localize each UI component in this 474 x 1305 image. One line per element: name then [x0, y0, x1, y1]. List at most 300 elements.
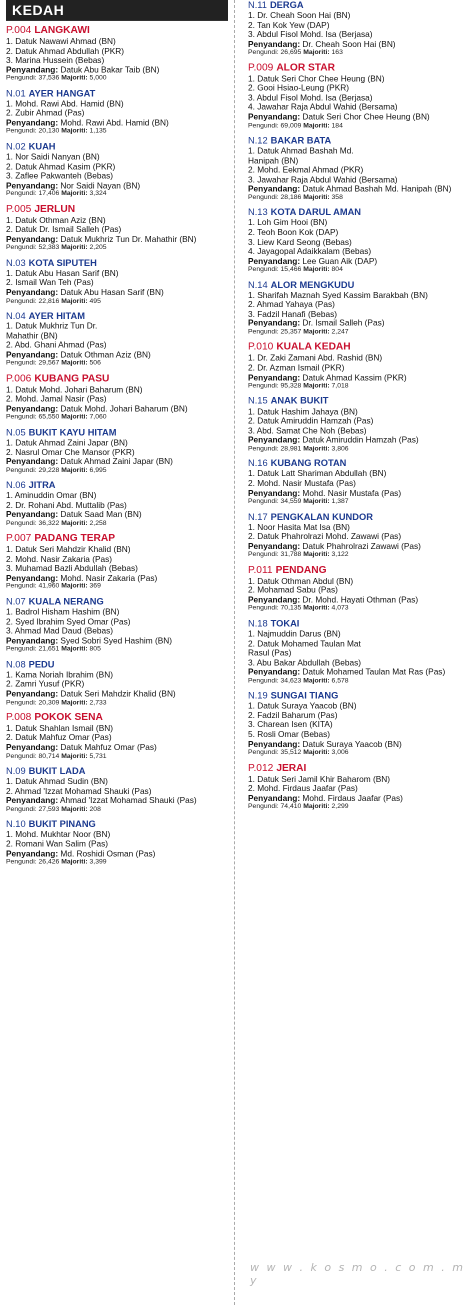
incumbent-label: Penyandang:	[6, 456, 59, 467]
majority-value: 163	[331, 49, 343, 57]
seat-name: AYER HITAM	[28, 310, 85, 321]
candidate-line: 1. Datuk Seri Chor Chee Heung (BN)	[248, 73, 385, 84]
candidate-list	[248, 523, 468, 542]
voters-label: Pengundi:	[6, 752, 37, 760]
candidate-list	[6, 37, 228, 66]
candidate-list	[6, 777, 228, 796]
voter-stats	[248, 677, 468, 685]
majority-label: Majoriti:	[303, 122, 330, 130]
majority-value: 805	[89, 645, 101, 653]
candidate-line: 2. Datuk Amiruddin Hamzah (Pas)	[248, 415, 374, 426]
voters-value: 65,550	[38, 413, 60, 421]
incumbent-label: Penyandang:	[6, 286, 59, 297]
voters-value: 31,788	[280, 551, 302, 559]
candidate-list	[6, 438, 228, 457]
majority-value: 1,135	[89, 127, 107, 135]
majority-value: 495	[89, 297, 101, 305]
candidate-list	[248, 407, 468, 436]
constituency-entry	[6, 258, 228, 306]
voters-value: 29,228	[38, 466, 60, 474]
constituency-entry	[6, 427, 228, 475]
candidate-line: 1. Datuk Seri Jamil Khir Baharom (BN)	[248, 773, 391, 784]
incumbent-line	[6, 743, 228, 753]
incumbent-name: Datuk Abu Bakar Taib (BN)	[60, 64, 160, 75]
incumbent-line	[6, 181, 228, 191]
voters-label: Pengundi:	[248, 551, 279, 559]
voter-stats	[6, 244, 228, 252]
candidate-line: 1. Datuk Nawawi Ahmad (BN)	[6, 35, 116, 46]
seat-name: PADANG TERAP	[34, 533, 116, 545]
candidate-line: 2. Nasrul Omar Che Mansor (PKR)	[6, 446, 135, 457]
voter-stats	[6, 859, 228, 867]
majority-value: 5,731	[89, 752, 107, 760]
seat-code: N.19	[248, 690, 268, 701]
voter-stats	[248, 49, 468, 57]
majority-value: 6,578	[331, 677, 349, 685]
voters-value: 70,135	[280, 605, 302, 613]
constituency-entry	[6, 533, 228, 591]
candidate-line: 3. Muhamad Bazli Abdullah (Bebas)	[6, 563, 138, 574]
constituency-entry	[6, 597, 228, 655]
candidate-line: 2. Romani Wan Salim (Pas)	[6, 838, 109, 849]
seat-code: N.14	[248, 279, 268, 290]
voters-label: Pengundi:	[248, 266, 279, 274]
voters-value: 80,714	[38, 752, 60, 760]
candidate-line: 1. Datuk Mukhriz Tun Dr.	[6, 320, 98, 331]
voters-label: Pengundi:	[248, 122, 279, 130]
candidate-list	[6, 99, 228, 118]
incumbent-name: Md. Roshidi Osman (Pas)	[60, 848, 156, 859]
seat-name: SUNGAI TIANG	[270, 690, 339, 701]
candidate-line: 2. Syed Ibrahim Syed Omar (Pas)	[6, 616, 131, 627]
voter-stats	[6, 414, 228, 422]
incumbent-label: Penyandang:	[248, 111, 301, 122]
candidate-line: 3. Zaflee Pakwanteh (Bebas)	[6, 170, 113, 181]
voter-stats	[6, 467, 228, 475]
constituency-entry	[6, 659, 228, 707]
candidate-list	[248, 291, 468, 320]
candidate-list	[248, 11, 468, 40]
seat-code: N.02	[6, 141, 26, 152]
candidate-line: 2. Dr. Azman Ismail (PKR)	[248, 362, 345, 373]
candidate-line: 1. Aminuddin Omar (BN)	[6, 490, 97, 501]
candidate-line: 2. Datuk Mohamed Taulan Mat	[248, 638, 361, 649]
incumbent-label: Penyandang:	[6, 117, 59, 128]
incumbent-line	[6, 404, 228, 414]
candidate-line: 1. Najmuddin Darus (BN)	[248, 628, 341, 639]
candidate-line: 1. Badrol Hisham Hashim (BN)	[6, 606, 120, 617]
seat-code: N.13	[248, 207, 268, 218]
column-divider	[234, 0, 235, 1305]
candidate-line: 1. Datuk Ahmad Sudin (BN)	[6, 776, 108, 787]
candidate-line: 2. Abd. Ghani Ahmad (Pas)	[6, 339, 107, 350]
voter-stats	[6, 753, 228, 761]
incumbent-name: Syed Sobri Syed Hashim (BN)	[60, 635, 173, 646]
candidate-line: 1. Mohd. Mukhtar Noor (BN)	[6, 829, 111, 840]
right-entries	[248, 0, 468, 811]
voters-value: 37,536	[38, 74, 60, 82]
voters-value: 29,567	[38, 359, 60, 367]
seat-name: PENDANG	[275, 564, 327, 576]
constituency-entry	[248, 512, 468, 560]
incumbent-line	[6, 288, 228, 298]
incumbent-label: Penyandang:	[6, 233, 59, 244]
seat-code: N.03	[6, 257, 26, 268]
voters-value: 74,410	[280, 803, 302, 811]
candidate-list	[248, 219, 468, 257]
majority-value: 4,073	[331, 605, 349, 613]
voters-label: Pengundi:	[6, 413, 37, 421]
candidate-list	[6, 491, 228, 510]
incumbent-name: Datuk Mukhriz Tun Dr. Mahathir (BN)	[60, 233, 197, 244]
majority-label: Majoriti:	[303, 49, 330, 57]
incumbent-line	[6, 65, 228, 75]
candidate-list	[248, 577, 468, 596]
voters-label: Pengundi:	[6, 74, 37, 82]
candidate-line: 2. Zamri Yusuf (PKR)	[6, 678, 85, 689]
candidate-list	[248, 702, 468, 740]
majority-label: Majoriti:	[303, 551, 330, 559]
incumbent-line	[6, 574, 228, 584]
majority-value: 369	[89, 583, 101, 591]
candidate-list	[248, 630, 468, 668]
seat-name: ALOR MENGKUDU	[270, 279, 355, 290]
candidate-line: 1. Datuk Hashim Jahaya (BN)	[248, 406, 358, 417]
incumbent-name: Lee Guan Aik (DAP)	[302, 255, 378, 266]
majority-label: Majoriti:	[303, 445, 330, 453]
incumbent-line	[248, 436, 468, 446]
incumbent-name: Datuk Mohamed Taulan Mat Ras (Pas)	[302, 666, 446, 677]
candidate-list	[248, 75, 468, 113]
incumbent-label: Penyandang:	[248, 487, 301, 498]
seat-name: KOTA SIPUTEH	[28, 257, 97, 268]
candidate-line: Rasul (Pas)	[248, 647, 292, 658]
constituency-entry	[248, 280, 468, 338]
seat-code: P.008	[6, 712, 32, 724]
candidate-line: 2. Ahmad Yahaya (Pas)	[248, 299, 335, 310]
incumbent-name: Mohd. Rawi Abd. Hamid (BN)	[60, 117, 169, 128]
incumbent-name: Datuk Amiruddin Hamzah (Pas)	[302, 434, 419, 445]
seat-name: AYER HANGAT	[28, 88, 96, 99]
constituency-entry	[6, 766, 228, 814]
incumbent-name: Datuk Othman Aziz (BN)	[60, 349, 151, 360]
incumbent-name: Datuk Mahfuz Omar (Pas)	[60, 742, 157, 753]
candidate-line: 3. Fadzil Hanafi (Bebas)	[248, 308, 338, 319]
incumbent-line	[248, 596, 468, 606]
majority-label: Majoriti:	[61, 752, 88, 760]
incumbent-line	[248, 542, 468, 552]
constituency-entry	[6, 480, 228, 528]
voters-value: 20,130	[38, 127, 60, 135]
voters-label: Pengundi:	[6, 583, 37, 591]
candidate-list	[6, 724, 228, 743]
constituency-entry	[6, 141, 228, 199]
incumbent-name: Datuk Suraya Yaacob (BN)	[302, 738, 402, 749]
majority-label: Majoriti:	[303, 328, 330, 336]
candidate-line: 1. Kama Noriah Ibrahim (BN)	[6, 669, 113, 680]
voter-stats	[248, 194, 468, 202]
seat-heading	[248, 396, 468, 407]
constituency-entry	[6, 25, 228, 83]
candidate-line: 1. Datuk Ahmad Bashah Md.	[248, 145, 354, 156]
candidate-list	[6, 385, 228, 404]
majority-value: 506	[89, 359, 101, 367]
voters-label: Pengundi:	[6, 466, 37, 474]
majority-label: Majoriti:	[61, 583, 88, 591]
candidate-line: 1. Dr. Zaki Zamani Abd. Rashid (BN)	[248, 353, 383, 364]
majority-label: Majoriti:	[303, 677, 330, 685]
voters-label: Pengundi:	[248, 445, 279, 453]
candidate-line: 4. Jawahar Raja Abdul Wahid (Bersama)	[248, 102, 398, 113]
constituency-entry	[248, 207, 468, 274]
seat-name: KUAH	[28, 141, 56, 152]
seat-heading	[6, 373, 228, 385]
seat-code: N.06	[6, 480, 26, 491]
candidate-list	[6, 608, 228, 637]
incumbent-label: Penyandang:	[248, 318, 301, 329]
incumbent-name: Mohd. Firdaus Jaafar (Pas)	[302, 792, 403, 803]
incumbent-label: Penyandang:	[248, 434, 301, 445]
voters-label: Pengundi:	[248, 749, 279, 757]
voters-value: 26,426	[38, 858, 60, 866]
incumbent-label: Penyandang:	[6, 688, 59, 699]
voter-stats	[6, 520, 228, 528]
candidate-list	[6, 322, 228, 351]
seat-code: N.07	[6, 596, 26, 607]
voter-stats	[248, 122, 468, 130]
voters-label: Pengundi:	[248, 49, 279, 57]
majority-label: Majoriti:	[61, 190, 88, 198]
voters-value: 52,383	[38, 244, 60, 252]
incumbent-line	[6, 118, 228, 128]
majority-value: 208	[89, 805, 101, 813]
voter-stats	[248, 803, 468, 811]
seat-code: P.012	[248, 762, 274, 774]
voter-stats	[248, 445, 468, 453]
seat-name: JERAI	[276, 762, 307, 774]
voters-label: Pengundi:	[6, 645, 37, 653]
candidate-list	[6, 269, 228, 288]
voters-value: 36,322	[38, 519, 60, 527]
incumbent-name: Datuk Ahmad Bashah Md. Hanipah (BN)	[302, 183, 452, 194]
majority-value: 7,060	[89, 413, 107, 421]
candidate-line: 2. Mohd. Nasir Zakaria (Pas)	[6, 553, 113, 564]
candidate-line: 2. Fadzil Baharum (Pas)	[248, 710, 338, 721]
candidate-line: Hanipah (BN)	[248, 155, 299, 166]
incumbent-line	[6, 457, 228, 467]
candidate-line: 2. Mohd. Jamal Nasir (Pas)	[6, 393, 107, 404]
incumbent-name: Datuk Mohd. Johari Baharum (BN)	[60, 403, 188, 414]
incumbent-label: Penyandang:	[6, 795, 59, 806]
majority-label: Majoriti:	[61, 359, 88, 367]
voters-label: Pengundi:	[6, 297, 37, 305]
candidate-line: 1. Datuk Suraya Yaacob (BN)	[248, 700, 357, 711]
candidate-line: 1. Noor Hasita Mat Isa (BN)	[248, 521, 350, 532]
seat-code: P.007	[6, 533, 32, 545]
majority-value: 2,247	[331, 328, 349, 336]
seat-name: TOKAI	[270, 618, 300, 629]
candidate-line: 2. Mohamad Sabu (Pas)	[248, 585, 338, 596]
incumbent-label: Penyandang:	[248, 183, 301, 194]
incumbent-line	[6, 849, 228, 859]
seat-name: PEDU	[28, 659, 55, 670]
majority-label: Majoriti:	[61, 74, 88, 82]
voters-value: 28,186	[280, 194, 302, 202]
voter-stats	[6, 583, 228, 591]
constituency-entry	[248, 763, 468, 812]
seat-name: BUKIT KAYU HITAM	[28, 427, 117, 438]
seat-code: P.009	[248, 62, 274, 74]
seat-name: KUBANG PASU	[34, 373, 110, 385]
seat-name: POKOK SENA	[34, 712, 103, 724]
candidate-line: 1. Mohd. Rawi Abd. Hamid (BN)	[6, 98, 124, 109]
constituency-entry	[6, 373, 228, 422]
seat-code: P.006	[6, 373, 32, 385]
candidate-list	[6, 545, 228, 574]
majority-value: 184	[331, 122, 343, 130]
incumbent-label: Penyandang:	[6, 635, 59, 646]
seat-code: N.15	[248, 395, 268, 406]
candidate-line: 1. Nor Saidi Nanyan (BN)	[6, 151, 100, 162]
seat-code: P.010	[248, 342, 274, 354]
majority-value: 2,299	[331, 803, 349, 811]
constituency-entry	[248, 342, 468, 391]
incumbent-name: Dr. Ismail Salleh (Pas)	[302, 318, 385, 329]
majority-label: Majoriti:	[61, 127, 88, 135]
candidate-list	[6, 670, 228, 689]
majority-value: 2,733	[89, 698, 107, 706]
left-entries	[6, 25, 228, 867]
seat-name: JERLUN	[34, 203, 76, 215]
seat-name: DERGA	[269, 0, 304, 10]
voter-stats	[248, 329, 468, 337]
candidate-line: 4. Jayagopal Adaikkalam (Bebas)	[248, 246, 372, 257]
candidate-list	[248, 147, 468, 185]
voter-stats	[248, 605, 468, 613]
candidate-line: 1. Datuk Latt Shariman Abdullah (BN)	[248, 468, 387, 479]
candidate-line: 3. Abu Bakar Abdullah (Bebas)	[248, 657, 362, 668]
incumbent-label: Penyandang:	[6, 64, 59, 75]
voter-stats	[248, 498, 468, 506]
voter-stats	[248, 266, 468, 274]
seat-code: P.004	[6, 24, 32, 36]
constituency-entry	[248, 618, 468, 685]
majority-label: Majoriti:	[61, 297, 88, 305]
seat-heading	[248, 63, 468, 75]
voters-label: Pengundi:	[248, 498, 279, 506]
incumbent-label: Penyandang:	[248, 38, 301, 49]
candidate-line: 2. Dr. Rohani Abd. Muttalib (Pas)	[6, 499, 127, 510]
constituency-entry	[6, 88, 228, 136]
majority-label: Majoriti:	[303, 498, 330, 506]
voters-value: 15,466	[280, 266, 302, 274]
candidate-line: 2. Zubir Ahmad (Pas)	[6, 107, 85, 118]
incumbent-line	[6, 689, 228, 699]
candidate-line: 1. Datuk Shahlan Ismail (BN)	[6, 723, 113, 734]
seat-code: P.005	[6, 203, 32, 215]
candidate-line: 1. Datuk Seri Mahdzir Khalid (BN)	[6, 544, 131, 555]
incumbent-label: Penyandang:	[6, 403, 59, 414]
incumbent-name: Nor Saidi Nayan (BN)	[60, 179, 141, 190]
voters-label: Pengundi:	[6, 190, 37, 198]
majority-label: Majoriti:	[61, 519, 88, 527]
incumbent-line	[248, 185, 468, 195]
incumbent-name: Datuk Ahmad Zaini Japar (BN)	[60, 456, 173, 467]
voters-value: 27,593	[38, 805, 60, 813]
voters-label: Pengundi:	[6, 359, 37, 367]
majority-label: Majoriti:	[61, 698, 88, 706]
candidate-line: 3. Abdul Fisol Mohd. Isa (Berjasa)	[248, 29, 373, 40]
candidate-list	[248, 470, 468, 489]
voters-value: 28,981	[280, 445, 302, 453]
majority-value: 1,387	[331, 498, 349, 506]
candidate-line: 2. Datuk Dr. Ismail Salleh (Pas)	[6, 224, 122, 235]
voter-stats	[248, 551, 468, 559]
incumbent-label: Penyandang:	[248, 738, 301, 749]
voters-label: Pengundi:	[6, 127, 37, 135]
incumbent-name: Mohd. Nasir Mustafa (Pas)	[302, 487, 402, 498]
constituency-entry	[248, 565, 468, 614]
candidate-line: 1. Datuk Mohd. Johari Baharum (BN)	[6, 384, 143, 395]
voters-value: 34,623	[280, 677, 302, 685]
candidate-line: 2. Datuk Phahrolrazi Mohd. Zawawi (Pas)	[248, 531, 402, 542]
candidate-list	[248, 354, 468, 373]
candidate-line: 3. Ahmad Mad Daud (Bebas)	[6, 625, 113, 636]
incumbent-label: Penyandang:	[6, 349, 59, 360]
incumbent-name: Datuk Seri Chor Chee Heung (BN)	[302, 111, 430, 122]
seat-code: N.17	[248, 511, 268, 522]
majority-label: Majoriti:	[61, 805, 88, 813]
constituency-entry	[248, 396, 468, 454]
voters-value: 26,695	[280, 49, 302, 57]
candidate-list	[6, 216, 228, 235]
candidate-line: 2. Ahmad 'Izzat Mohamad Shauki (Pas)	[6, 785, 152, 796]
seat-code: P.011	[248, 564, 273, 576]
incumbent-line	[248, 668, 468, 678]
candidate-line: 2. Datuk Ahmad Abdullah (PKR)	[6, 45, 125, 56]
seat-code: N.08	[6, 659, 26, 670]
constituency-entry	[6, 819, 228, 867]
voters-label: Pengundi:	[248, 382, 279, 390]
candidate-line: 2. Mohd. Nasir Mustafa (Pas)	[248, 478, 356, 489]
voters-label: Pengundi:	[6, 519, 37, 527]
incumbent-label: Penyandang:	[6, 179, 59, 190]
voters-value: 41,960	[38, 583, 60, 591]
incumbent-name: Datuk Abu Hasan Sarif (BN)	[60, 286, 164, 297]
seat-name: PENGKALAN KUNDOR	[270, 511, 373, 522]
majority-value: 3,806	[331, 445, 349, 453]
voter-stats	[6, 646, 228, 654]
majority-value: 2,258	[89, 519, 107, 527]
incumbent-line	[6, 350, 228, 360]
majority-label: Majoriti:	[61, 645, 88, 653]
incumbent-label: Penyandang:	[248, 594, 301, 605]
voter-stats	[6, 75, 228, 83]
majority-label: Majoriti:	[303, 605, 330, 613]
majority-label: Majoriti:	[303, 194, 330, 202]
voters-label: Pengundi:	[248, 328, 279, 336]
incumbent-label: Penyandang:	[248, 540, 301, 551]
voters-value: 21,651	[38, 645, 60, 653]
seat-code: N.04	[6, 310, 26, 321]
incumbent-line	[6, 796, 228, 806]
constituency-entry	[248, 0, 468, 58]
voters-value: 69,009	[280, 122, 302, 130]
right-column	[248, 0, 468, 1300]
candidate-line: 1. Datuk Abu Hasan Sarif (BN)	[6, 267, 119, 278]
seat-name: ANAK BUKIT	[270, 395, 329, 406]
majority-label: Majoriti:	[303, 749, 330, 757]
